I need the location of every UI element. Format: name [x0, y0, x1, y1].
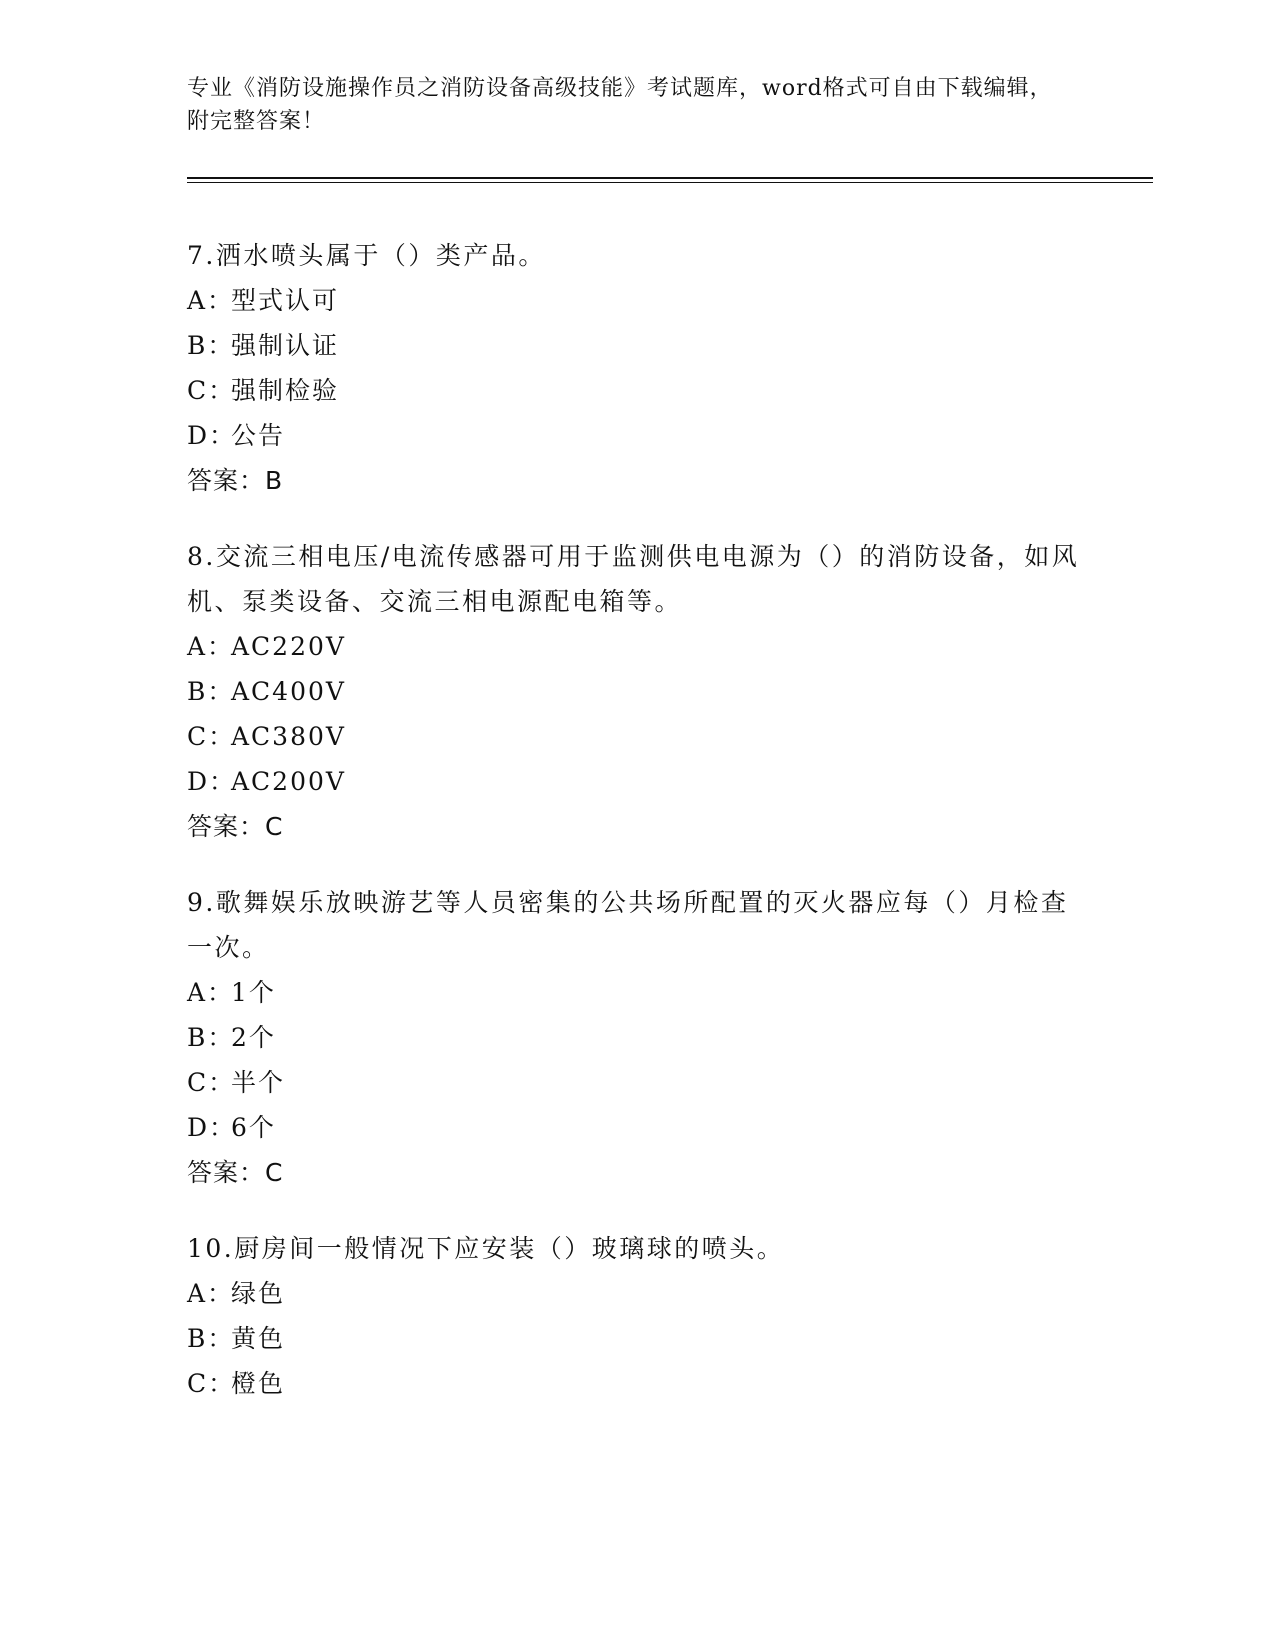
option-text: 强制检验 — [231, 376, 340, 405]
question-title: 10.厨房间一般情况下应安装（）玻璃球的喷头。 — [187, 1234, 785, 1263]
option-text: AC380V — [231, 722, 346, 751]
option-letter: C： — [187, 1068, 236, 1097]
question-title: 8.交流三相电压/电流传感器可用于监测供电电源为（）的消防设备，如风机、泵类设备、交流三相电源配电箱等。 — [187, 542, 1080, 616]
option-a — [187, 624, 1087, 669]
option-letter: C： — [187, 376, 236, 405]
option-text: 2个 — [231, 1023, 276, 1052]
question-9 — [187, 880, 1087, 1195]
option-letter: D： — [187, 421, 237, 450]
answer-line: 答案：B — [187, 466, 284, 495]
option-text: 型式认可 — [231, 286, 340, 315]
option-c — [187, 1361, 1087, 1406]
option-c — [187, 714, 1087, 759]
option-text: AC220V — [231, 632, 346, 661]
option-letter: C： — [187, 1369, 236, 1398]
option-a — [187, 278, 1087, 323]
document-header: 专业《消防设施操作员之消防设备高级技能》考试题库，word格式可自由下载编辑，附完整答案！ — [187, 76, 1053, 134]
question-title: 7.洒水喷头属于（）类产品。 — [187, 241, 546, 270]
question-title: 9.歌舞娱乐放映游艺等人员密集的公共场所配置的灭火器应每（）月检查一次。 — [187, 888, 1069, 962]
option-b — [187, 1015, 1087, 1060]
question-10 — [187, 1226, 1087, 1406]
option-letter: D： — [187, 767, 237, 796]
option-letter: B： — [187, 331, 235, 360]
option-text: 绿色 — [231, 1279, 286, 1308]
option-letter: B： — [187, 677, 235, 706]
option-text: 强制认证 — [231, 331, 340, 360]
option-text: 橙色 — [231, 1369, 286, 1398]
option-letter: C： — [187, 722, 236, 751]
answer-line: 答案：C — [187, 812, 284, 841]
option-letter: A： — [187, 978, 235, 1007]
option-a — [187, 1271, 1087, 1316]
option-text: AC200V — [231, 767, 346, 796]
option-b — [187, 669, 1087, 714]
option-text: 公告 — [231, 421, 286, 450]
question-8 — [187, 534, 1087, 849]
answer-line: 答案：C — [187, 1158, 284, 1187]
option-b — [187, 323, 1087, 368]
question-7 — [187, 233, 1087, 503]
option-letter: D： — [187, 1113, 237, 1142]
option-d — [187, 1105, 1087, 1150]
option-c — [187, 1060, 1087, 1105]
option-b — [187, 1316, 1087, 1361]
option-letter: B： — [187, 1324, 235, 1353]
option-d — [187, 759, 1087, 804]
option-text: AC400V — [231, 677, 346, 706]
option-text: 1个 — [231, 978, 276, 1007]
option-text: 半个 — [231, 1068, 286, 1097]
option-d — [187, 413, 1087, 458]
question-list — [187, 233, 1087, 1437]
option-c — [187, 368, 1087, 413]
option-letter: A： — [187, 632, 235, 661]
header-divider-bottom — [187, 182, 1153, 183]
option-letter: B： — [187, 1023, 235, 1052]
option-text: 6个 — [231, 1113, 276, 1142]
option-letter: A： — [187, 286, 235, 315]
header-divider-top — [187, 177, 1153, 179]
option-letter: A： — [187, 1279, 235, 1308]
option-text: 黄色 — [231, 1324, 286, 1353]
option-a — [187, 970, 1087, 1015]
